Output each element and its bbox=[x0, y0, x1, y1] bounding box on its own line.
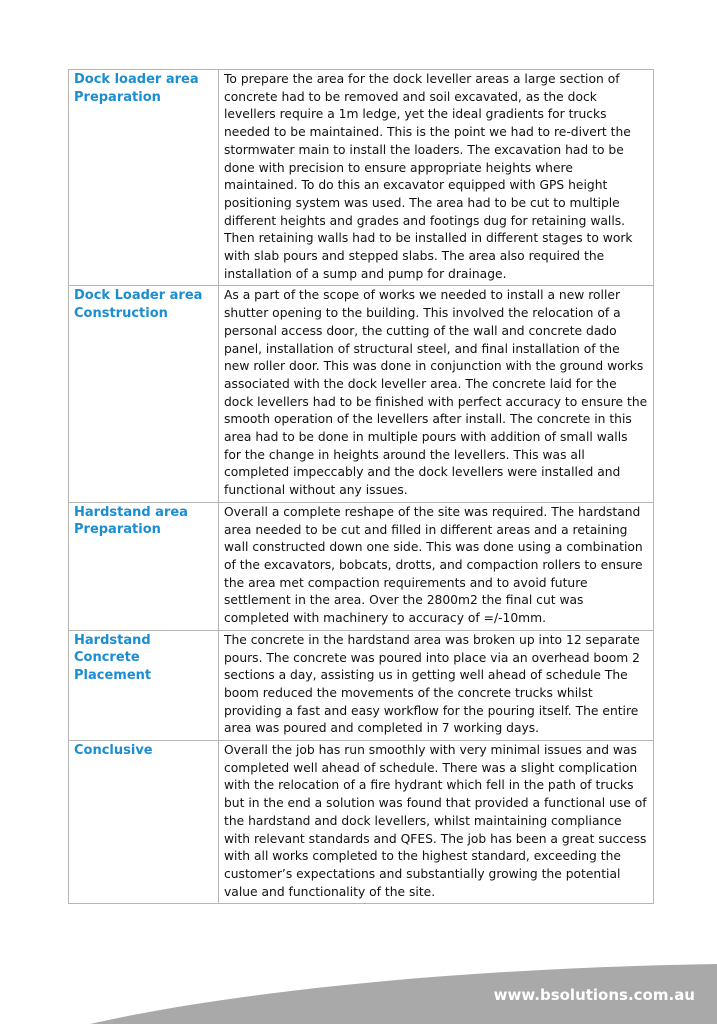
row-text: The concrete in the hardstand area was broken up into 12 separate pours. The concrete was poured into place via an overhead boom 2 sections a day, assisting us in getting well ahead of schedule The boom reduced the movements of the concrete trucks whilst providing a fast and easy workflow for the pouring itself. The entire area was poured and completed in 7 working days. bbox=[224, 632, 640, 736]
row-text: Overall a complete reshape of the site was required. The hardstand area needed to be cut and filled in different areas and a retaining wall constructed down one side. This was done using a combination of the excavators, bobcats, drotts, and compaction rollers to ensure the area met compaction requirements and to avoid future settlement in the area. Over the 2800m2 the final cut was completed with machinery to accuracy of =/-10mm. bbox=[224, 504, 643, 626]
table-row bbox=[69, 502, 654, 630]
row-description bbox=[219, 70, 654, 286]
row-description bbox=[219, 286, 654, 502]
row-heading: Hardstand area Preparation bbox=[69, 502, 219, 630]
row-text: As a part of the scope of works we needed to install a new roller shutter opening to the building. This involved the relocation of a personal access door, the cutting of the wall and concrete dado panel, installation of structural steel, and final installation of the new roller door. This was done in conjunction with the ground works associated with the dock leveller area. The concrete laid for the dock levellers had to be finished with perfect accuracy to ensure the smooth operation of the levellers after install. The concrete in this area had to be done in multiple pours with addition of small walls for the change in heights around the levellers. This was all completed impeccably and the dock levellers were installed and functional without any issues. bbox=[224, 288, 648, 498]
row-text: Overall the job has run smoothly with very minimal issues and was completed well ahead of schedule. There was a slight complication with the relocation of a fire hydrant which fell in the path of trucks but in the end a solution was found that provided a functional use of the hardstand and dock levellers, whilst maintaining compliance with relevant standards and QFES. The job has been a great success with all works completed to the highest standard, exceeding the customer’s expectations and substantially growing the potential value and functionality of the site. bbox=[224, 743, 647, 899]
table-row bbox=[69, 630, 654, 740]
row-description bbox=[219, 502, 654, 630]
row-heading: Dock Loader area Construction bbox=[69, 286, 219, 502]
footer-website-link[interactable]: www.bsolutions.com.au bbox=[493, 986, 695, 1004]
table-row bbox=[69, 741, 654, 904]
row-heading: Dock loader area Preparation bbox=[69, 70, 219, 286]
table-row bbox=[69, 286, 654, 502]
row-description bbox=[219, 630, 654, 740]
row-description bbox=[219, 741, 654, 904]
row-text: To prepare the area for the dock leveller areas a large section of concrete had to be removed and soil excavated, as the dock levellers require a 1m ledge, yet the ideal gradients for trucks needed to be maintained. This is the point we had to re-divert the stormwater main to install the loaders. The excavation had to be done with precision to ensure appropriate heights where maintained. To do this an excavator equipped with GPS height positioning system was used. The area had to be cut to multiple different heights and grades and footings dug for retaining walls. Then retaining walls had to be installed in different stages to work with slab pours and stepped slabs. The area also required the installation of a sump and pump for drainage. bbox=[224, 72, 633, 281]
project-details-table bbox=[68, 69, 654, 904]
table-row bbox=[69, 70, 654, 286]
row-heading: Hardstand Concrete Placement bbox=[69, 630, 219, 740]
row-heading: Conclusive bbox=[69, 741, 219, 904]
